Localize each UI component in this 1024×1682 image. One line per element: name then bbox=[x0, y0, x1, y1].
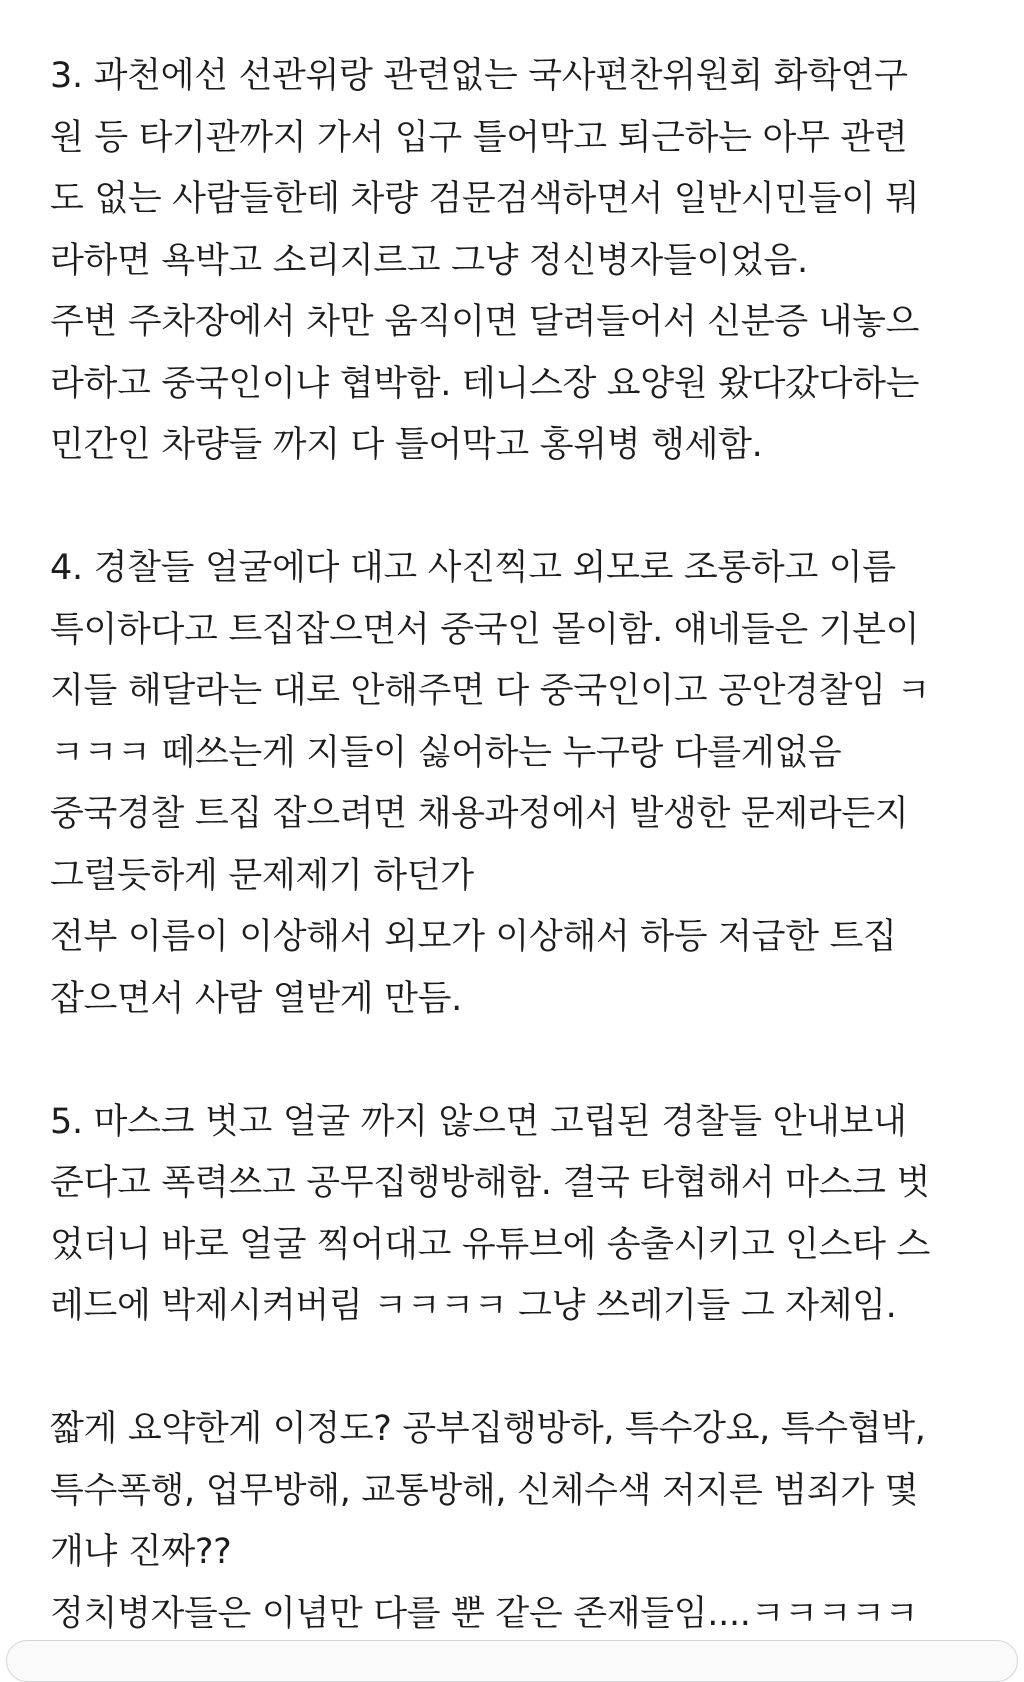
post-line: 지들 해달라는 대로 안해주면 다 중국인이고 공안경찰임 ㅋ bbox=[50, 671, 931, 711]
post-line: 그럴듯하게 문제제기 하던가 bbox=[50, 855, 474, 896]
post-line: 준다고 폭력쓰고 공무집행방해함. 결국 타협해서 마스크 벗 bbox=[50, 1163, 931, 1203]
post-line: 민간인 차량들 까지 다 틀어막고 홍위병 행세함. bbox=[50, 425, 763, 465]
post-line: 원 등 타기관까지 가서 입구 틀어막고 퇴근하는 아무 관련 bbox=[50, 117, 908, 158]
post-body bbox=[50, 46, 990, 1645]
post-line: 특수폭행, 업무방해, 교통방해, 신체수색 저지른 범죄가 몇 bbox=[50, 1470, 919, 1511]
post-line: 개냐 진짜?? bbox=[50, 1532, 232, 1572]
paragraph-gap bbox=[50, 477, 990, 539]
post-line: 도 없는 사람들한테 차량 검문검색하면서 일반시민들이 뭐 bbox=[50, 179, 920, 219]
post-line: 었더니 바로 얼굴 찍어대고 유튜브에 송출시키고 인스타 스 bbox=[50, 1224, 931, 1265]
post-line: 중국경찰 트집 잡으려면 채용과정에서 발생한 문제라든지 bbox=[50, 794, 909, 834]
post-line: 라하고 중국인이냐 협박함. 테니스장 요양원 왔다갔다하는 bbox=[50, 363, 920, 404]
paragraph-gap bbox=[50, 1030, 990, 1092]
post-line: ㅋㅋㅋ 떼쓰는게 지들이 싫어하는 누구랑 다를게없음 bbox=[50, 732, 842, 773]
post-line: 정치병자들은 이념만 다를 뿐 같은 존재들임....ㅋㅋㅋㅋㅋ bbox=[50, 1593, 919, 1634]
post-line: 특이하다고 트집잡으면서 중국인 몰이함. 얘네들은 기본이 bbox=[50, 609, 920, 650]
post-line: 짧게 요약한게 이정도? 공부집행방하, 특수강요, 특수협박, bbox=[50, 1409, 926, 1449]
paragraph-gap bbox=[50, 1338, 990, 1400]
post-line: 잡으면서 사람 열받게 만듬. bbox=[50, 978, 462, 1019]
post-line: 라하면 욕박고 소리지르고 그냥 정신병자들이었음. bbox=[50, 240, 808, 281]
post-line: 4. 경찰들 얼굴에다 대고 사진찍고 외모로 조롱하고 이름 bbox=[50, 548, 896, 588]
post-line: 레드에 박제시켜버림 ㅋㅋㅋㅋ 그냥 쓰레기들 그 자체임. bbox=[50, 1286, 897, 1326]
comment-input-bar[interactable] bbox=[6, 1640, 1018, 1682]
post-line: 주변 주차장에서 차만 움직이면 달려들어서 신분증 내놓으 bbox=[50, 302, 920, 342]
post-line: 전부 이름이 이상해서 외모가 이상해서 하등 저급한 트집 bbox=[50, 917, 897, 957]
post-line: 5. 마스크 벗고 얼굴 까지 않으면 고립된 경찰들 안내보내 bbox=[50, 1101, 907, 1142]
post-line: 3. 과천에선 선관위랑 관련없는 국사편찬위원회 화학연구 bbox=[50, 56, 908, 96]
